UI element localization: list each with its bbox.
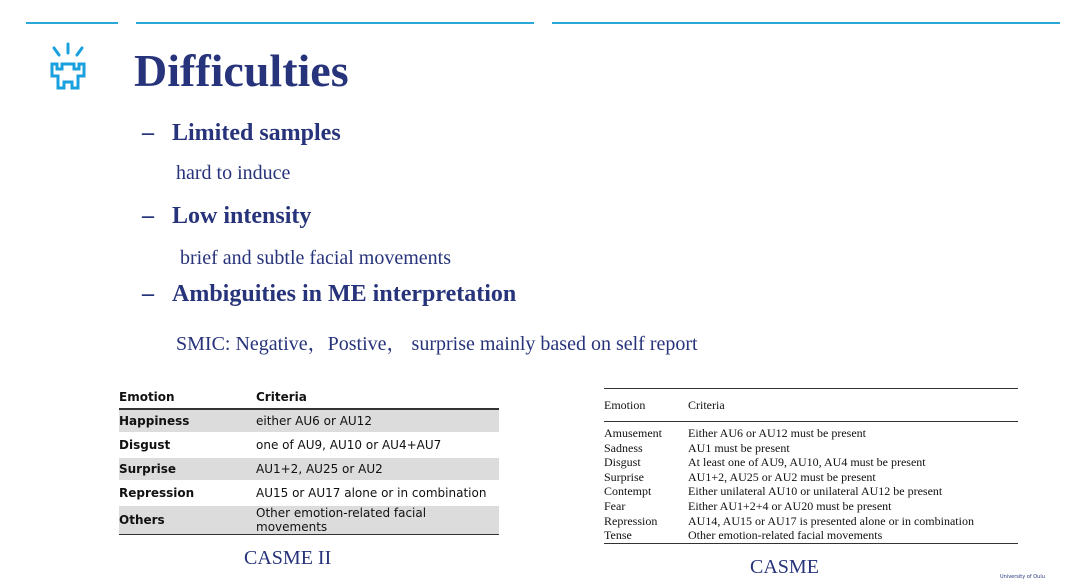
emotion-cell: Repression xyxy=(119,481,256,505)
table-header-row xyxy=(604,389,1018,422)
casme-caption: CASME xyxy=(750,556,819,578)
bullet-label: Ambiguities in ME interpretation xyxy=(172,281,517,307)
table-row xyxy=(119,481,499,505)
criteria-cell: At least one of AU9, AU10, AU4 must be present xyxy=(688,455,926,470)
table-header-row xyxy=(119,386,499,409)
criteria-cell: Either AU6 or AU12 must be present xyxy=(688,426,866,440)
emotion-cell: Fear xyxy=(604,498,626,513)
emotion-cell: Contempt xyxy=(604,484,652,499)
criteria-cell: AU1+2, AU25 or AU2 must be present xyxy=(688,469,876,484)
table-row xyxy=(119,457,499,481)
table-row xyxy=(604,514,1018,529)
column-header-emotion: Emotion xyxy=(604,389,688,422)
table-row xyxy=(604,499,1018,514)
criteria-cell: AU1+2, AU25 or AU2 xyxy=(256,457,499,481)
column-header-criteria: Criteria xyxy=(688,389,1018,422)
table-row xyxy=(604,470,1018,485)
column-header-criteria: Criteria xyxy=(256,386,499,409)
criteria-cell: Other emotion-related facial movements xyxy=(256,505,499,535)
header-rule-left xyxy=(26,22,118,24)
table-row xyxy=(604,484,1018,499)
casme2-caption: CASME II xyxy=(244,547,332,569)
emotion-cell: Disgust xyxy=(119,433,256,457)
table-row xyxy=(604,422,1018,441)
university-logo-text: University of Oulu xyxy=(1000,574,1045,580)
castle-tower-icon xyxy=(46,42,90,104)
bullet-detail-limited-samples: hard to induce xyxy=(176,162,291,184)
emotion-cell: Tense xyxy=(604,528,688,543)
table-row xyxy=(119,433,499,457)
bullet-detail-ambiguities: SMIC: Negative，Postive， surprise mainly based on self report xyxy=(176,333,698,355)
table-row xyxy=(119,505,499,535)
table-row xyxy=(604,441,1018,456)
header-rule-right xyxy=(552,22,1060,24)
bullet-label: Limited samples xyxy=(172,120,341,146)
bullet-label: Low intensity xyxy=(172,203,312,229)
criteria-cell: AU15 or AU17 alone or in combination xyxy=(256,481,499,505)
table-row xyxy=(604,455,1018,470)
page-title: Difficulties xyxy=(134,45,349,96)
bullet-dash: – xyxy=(142,203,154,229)
criteria-cell: Other emotion-related facial movements xyxy=(688,528,1018,543)
emotion-cell: Happiness xyxy=(119,409,256,433)
casme-criteria-table xyxy=(604,388,1018,544)
criteria-cell: AU14, AU15 or AU17 is presented alone or in combination xyxy=(688,513,974,528)
header-rule-middle xyxy=(136,22,534,24)
emotion-cell: Others xyxy=(119,505,256,535)
emotion-cell: Repression xyxy=(604,513,658,528)
criteria-cell: either AU6 or AU12 xyxy=(256,409,499,433)
emotion-cell: Sadness xyxy=(604,440,643,455)
bullet-low-intensity xyxy=(142,203,311,230)
criteria-cell: AU1 must be present xyxy=(688,440,790,455)
criteria-cell: Either unilateral AU10 or unilateral AU12 be present xyxy=(688,484,943,499)
table-row xyxy=(119,409,499,433)
casme2-criteria-table xyxy=(119,386,499,535)
bullet-dash: – xyxy=(142,120,154,146)
emotion-cell: Disgust xyxy=(604,455,641,470)
bullet-ambiguities xyxy=(142,281,516,308)
emotion-cell: Amusement xyxy=(604,426,662,440)
emotion-cell: Surprise xyxy=(604,469,644,484)
criteria-cell: Either AU1+2+4 or AU20 must be present xyxy=(688,498,892,513)
bullet-limited-samples xyxy=(142,120,341,147)
table-row xyxy=(604,528,1018,543)
bullet-detail-low-intensity: brief and subtle facial movements xyxy=(180,247,452,269)
column-header-emotion: Emotion xyxy=(119,386,256,409)
bullet-dash: – xyxy=(142,281,154,307)
emotion-cell: Surprise xyxy=(119,457,256,481)
criteria-cell: one of AU9, AU10 or AU4+AU7 xyxy=(256,433,499,457)
